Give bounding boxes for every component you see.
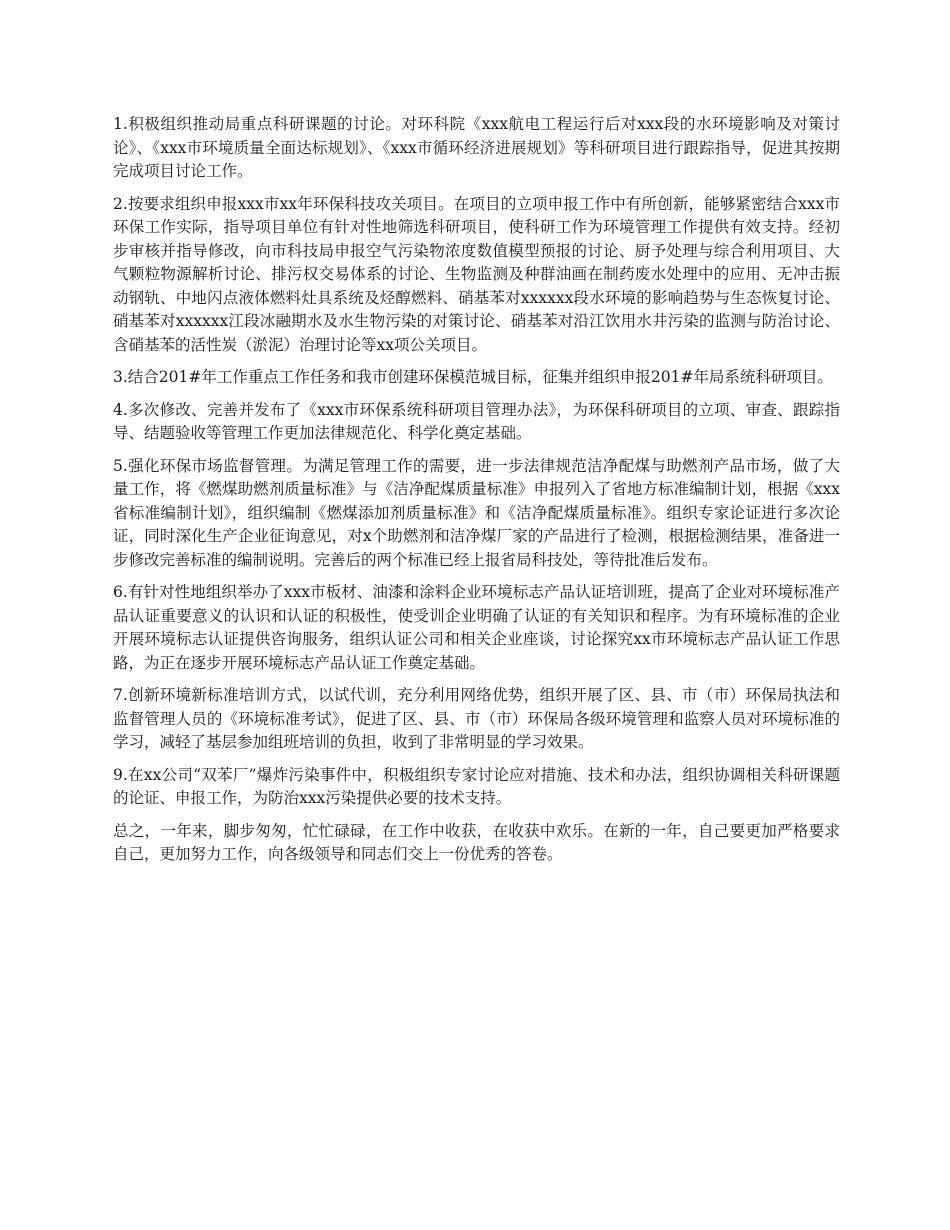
paragraph-5: 5.强化环保市场监督管理。为满足管理工作的需要，进一步法律规范洁净配煤与助燃剂产品市场，做了大量工作，将《燃煤助燃剂质量标准》与《洁净配煤质量标准》申报列入了省地方标准编制计划，根据《xxx省标准编制计划》，组织编制《燃煤添加剂质量标准》和《洁净配煤质量标准》。组织专家论证进行多次论证，同时深化生产企业征询意见，对x个助燃剂和洁净煤厂家的产品进行了检测，根据检测结果，准备进一步修改完善标准的编制说明。完善后的两个标准已经上报省局科技处，等待批准后发布。 [113, 456, 840, 569]
paragraph-conclusion: 总之，一年来，脚步匆匆，忙忙碌碌，在工作中收获，在收获中欢乐。在新的一年，自己要更加严格要求自己，更加努力工作，向各级领导和同志们交上一份优秀的答卷。 [113, 821, 840, 863]
paragraph-6: 6.有针对性地组织举办了xxx市板材、油漆和涂料企业环境标志产品认证培训班，提高了企业对环境标准产品认证重要意义的认识和认证的积极性，使受训企业明确了认证的有关知识和程序。为有环境标准的企业开展环境标志认证提供咨询服务，组织认证公司和相关企业座谈，讨论探究xx市环境标志产品认证工作思路，为正在逐步开展环境标志产品认证工作奠定基础。 [113, 583, 840, 672]
paragraph-3: 3.结合201#年工作重点工作任务和我市创建环保模范城目标，征集并组织申报201#年局系统科研项目。 [113, 368, 833, 386]
paragraph-9: 9.在xx公司“双苯厂”爆炸污染事件中，积极组织专家讨论应对措施、技术和办法，组织协调相关科研课题的论证、申报工作，为防治xxx污染提供必要的技术支持。 [113, 765, 840, 807]
paragraph-7: 7.创新环境新标准培训方式，以试代训，充分利用网络优势，组织开展了区、县、市（市）环保局执法和监督管理人员的《环境标准考试》，促进了区、县、市（市）环保局各级环境管理和监察人员对环境标准的学习，减轻了基层参加组班培训的负担，收到了非常明显的学习效果。 [113, 686, 840, 751]
paragraph-2: 2.按要求组织申报xxx市xx年环保科技攻关项目。在项目的立项申报工作中有所创新，能够紧密结合xxx市环保工作实际，指导项目单位有针对性地筛选科研项目，使科研工作为环境管理工作提供有效支持。经初步审核并指导修改，向市科技局申报空气污染物浓度数值模型预报的讨论、厨予处理与综合利用项目、大气颗粒物源解析讨论、排污权交易体系的讨论、生物监测及种群油画在制药废水处理中的应用、无冲击振动钢轨、中地闪点液体燃料灶具系统及烃醇燃料、硝基苯对xxxxxx段水环境的影响趋势与生态恢复讨论、硝基苯对xxxxxx江段冰融期水及水生物污染的对策讨论、硝基苯对沿江饮用水井污染的监测与防治讨论、含硝基苯的活性炭（淤泥）治理讨论等xx项公关项目。 [113, 194, 840, 354]
paragraph-1: 1.积极组织推动局重点科研课题的讨论。对环科院《xxx航电工程运行后对xxx段的水环境影响及对策讨论》、《xxx市环境质量全面达标规划》、《xxx市循环经济进展规划》等科研项目进行跟踪指导，促进其按期完成项目讨论工作。 [113, 115, 840, 180]
paragraph-4: 4.多次修改、完善并发布了《xxx市环保系统科研项目管理办法》，为环保科研项目的立项、审查、跟踪指导、结题验收等管理工作更加法律规范化、科学化奠定基础。 [113, 400, 840, 442]
document-page [113, 113, 840, 876]
